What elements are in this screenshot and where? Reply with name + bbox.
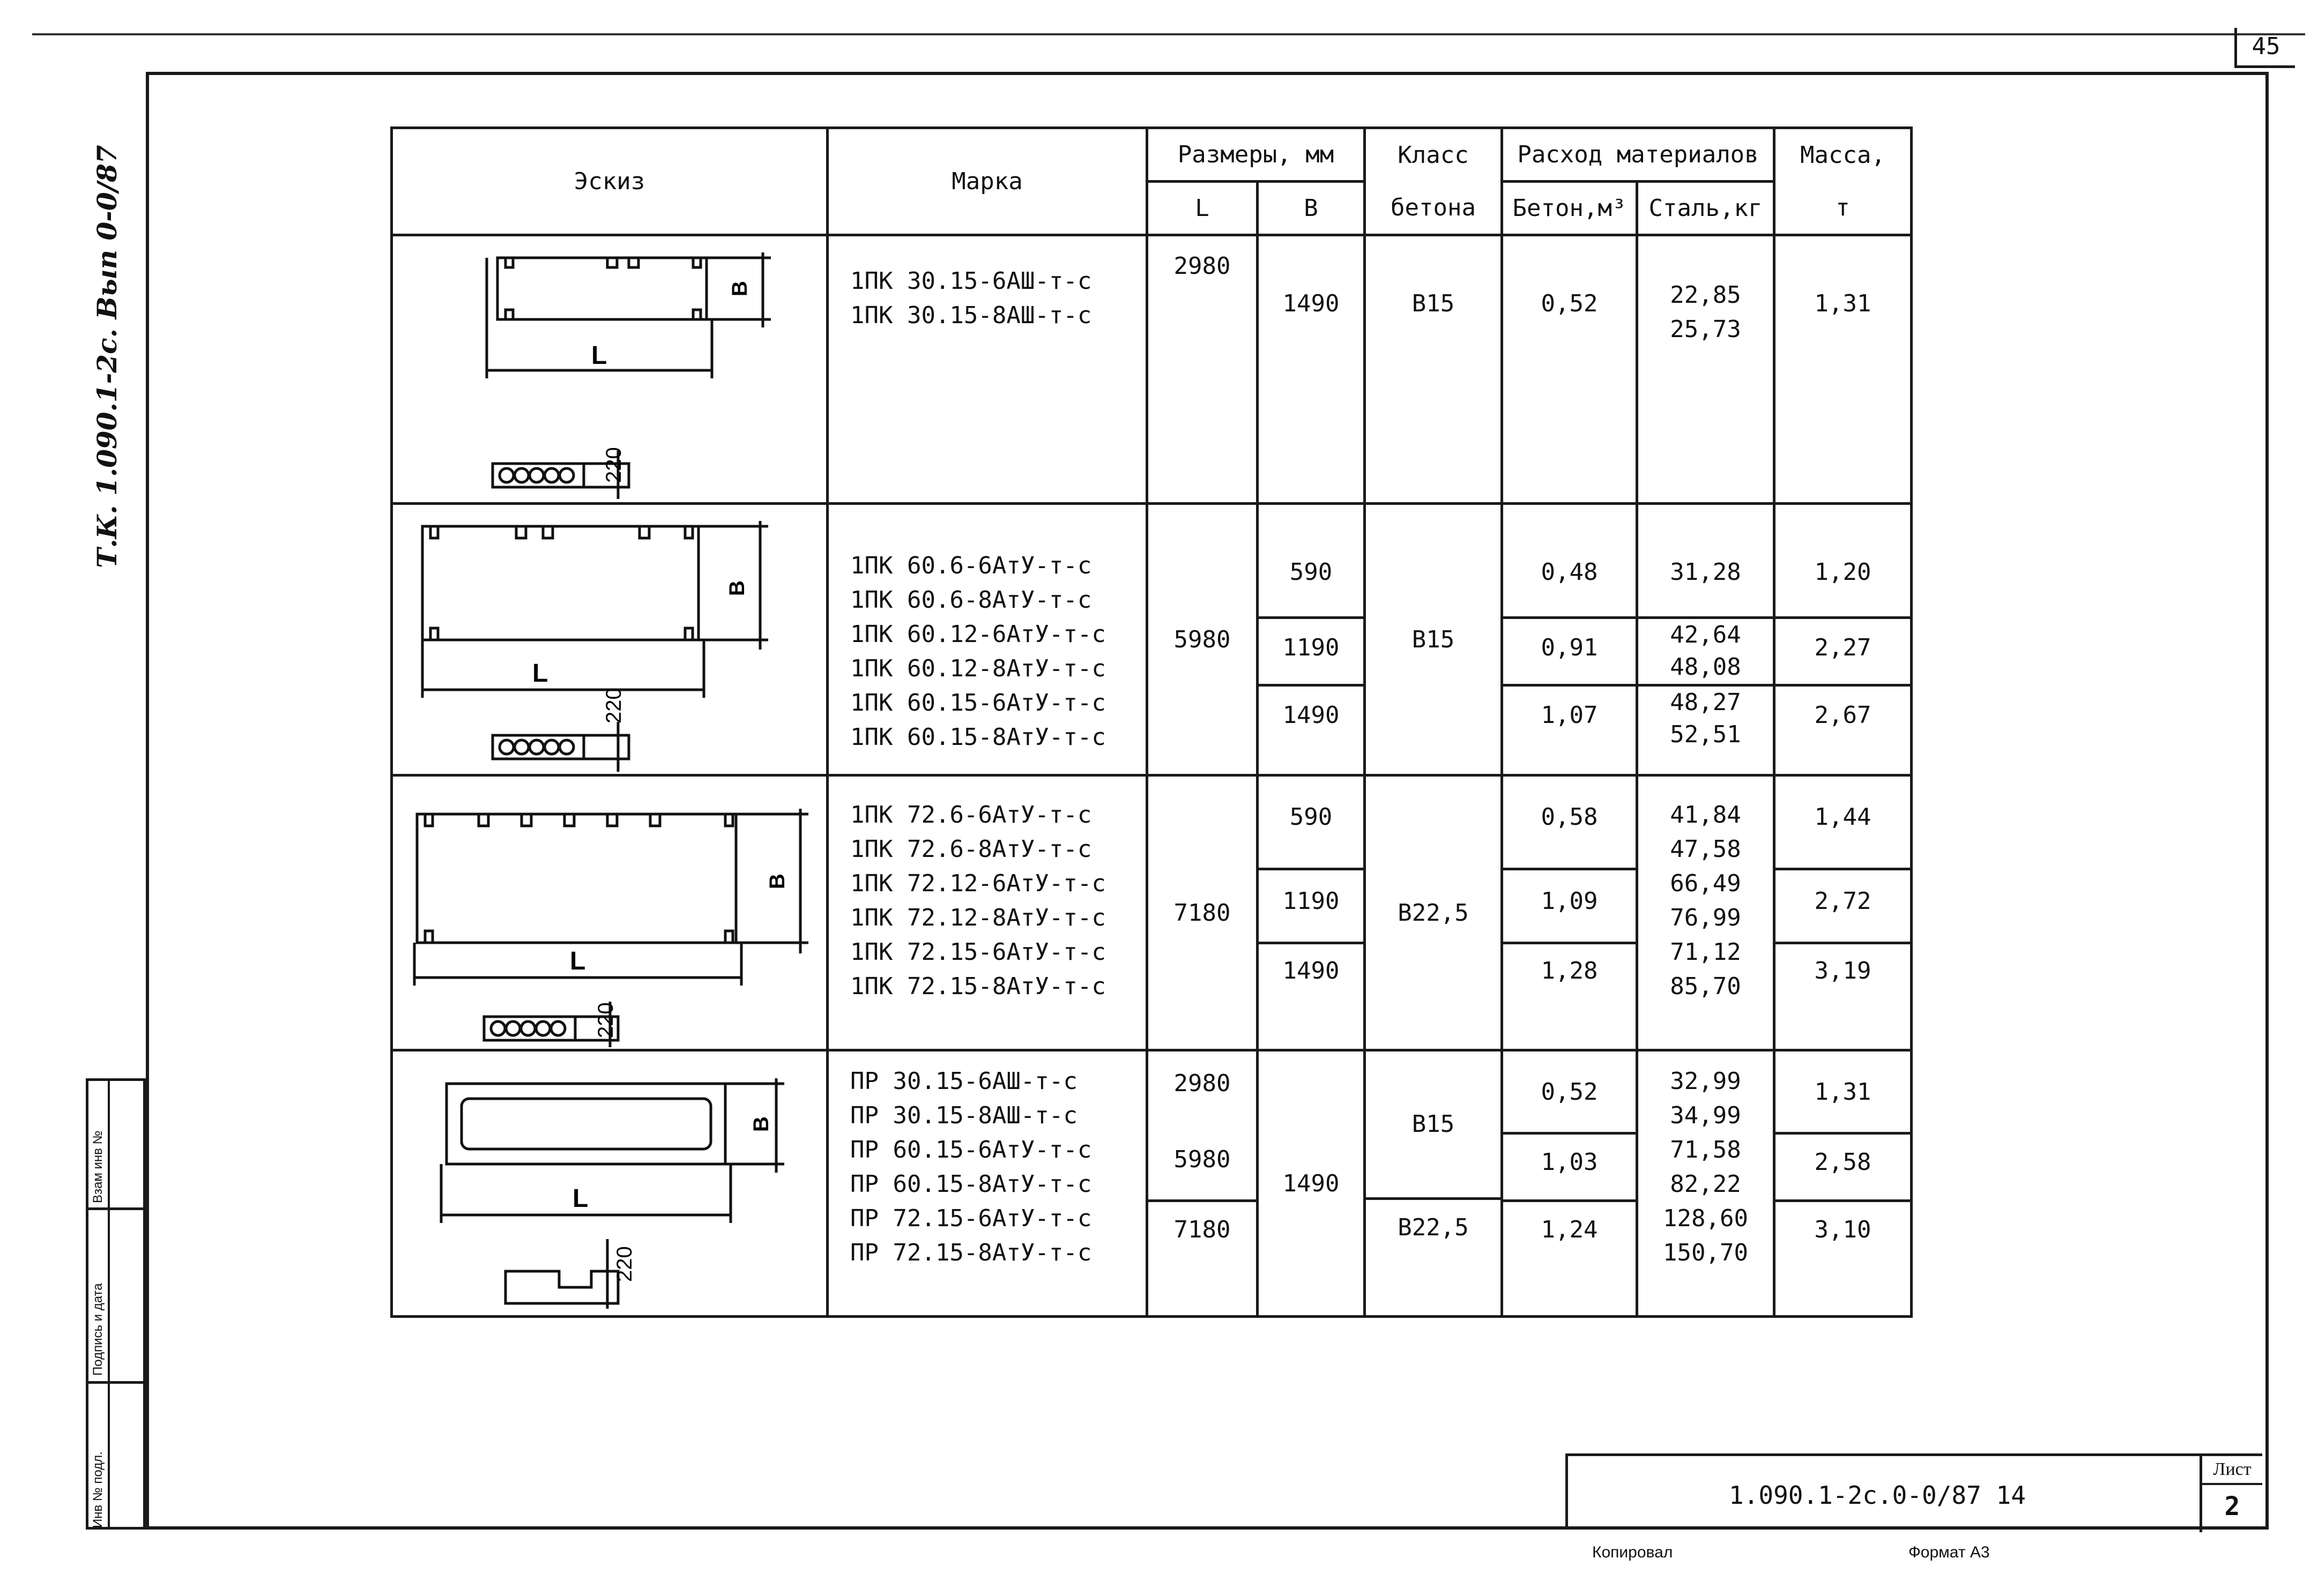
svg-text:B: B [766, 874, 789, 889]
sketch-slab-3m [392, 235, 828, 504]
sketch-label-B: B [728, 281, 752, 296]
marks-group-4: ПР 30.15-6АШ-т-с ПР 30.15-8АШ-т-с ПР 60.15-6АтУ-т-с ПР 60.15-8АтУ-т-с ПР 72.15-6АтУ-т-с ПР 72.15-8АтУ-т-с [828, 1050, 1147, 1317]
header-betona: бетона [1365, 182, 1502, 235]
svg-text:L: L [570, 947, 586, 975]
klass-group-2: B15 [1365, 504, 1502, 775]
table-row [392, 235, 1912, 504]
sketch-slab-6m [392, 504, 828, 775]
L-group-1: 2980 [1147, 235, 1258, 504]
footer-format: Формат А3 [1908, 1543, 1990, 1561]
stal-group-2: 31,28 42,64 48,08 48,27 52,51 [1637, 504, 1774, 775]
stamp-label-sign: Подпись и дата [91, 1283, 105, 1376]
list-number: 2 [2224, 1491, 2240, 1522]
stal-group-3: 41,84 47,58 66,49 76,99 71,12 85,70 [1637, 775, 1774, 1050]
stal-group-1: 22,85 25,73 [1637, 235, 1774, 504]
beton-group-3: 0,58 1,09 1,28 [1502, 775, 1637, 1050]
header-klass: Класс [1365, 128, 1502, 182]
svg-text:B: B [725, 580, 749, 596]
stamp-label-inv: Инв № подл. [91, 1451, 105, 1528]
massa-group-2: 1,20 2,27 2,67 [1774, 504, 1912, 775]
header-razmery: Размеры, мм [1147, 128, 1365, 182]
approval-stamp [86, 1078, 146, 1530]
table-row [392, 775, 1912, 1050]
L-group-4: 2980 5980 7180 [1147, 1050, 1258, 1317]
beton-group-2: 0,48 0,91 1,07 [1502, 504, 1637, 775]
list-label: Лист [2202, 1456, 2262, 1485]
svg-text:B: B [749, 1116, 773, 1132]
B-group-4: 1490 [1258, 1050, 1365, 1317]
table-row [392, 1050, 1912, 1317]
header-massa-unit: т [1774, 182, 1912, 235]
klass-group-1: B15 [1365, 235, 1502, 504]
B-group-2: 590 1190 1490 [1258, 504, 1365, 775]
massa-group-3: 1,44 2,72 3,19 [1774, 775, 1912, 1050]
title-block [1565, 1453, 2262, 1530]
header-L: L [1147, 182, 1258, 235]
L-group-2: 5980 [1147, 504, 1258, 775]
sketch-slab-7m [392, 775, 828, 1050]
top-border-line [32, 33, 2305, 35]
list-box [2200, 1456, 2262, 1532]
header-rashod: Расход материалов [1502, 128, 1774, 182]
klass-group-4: B15 B22,5 [1365, 1050, 1502, 1317]
sketch-crossbar [392, 1050, 828, 1317]
klass-group-3: B22,5 [1365, 775, 1502, 1050]
marks-group-2: 1ПК 60.6-6АтУ-т-с 1ПК 60.6-8АтУ-т-с 1ПК 60.12-6АтУ-т-с 1ПК 60.12-8АтУ-т-с 1ПК 60.15-6АтУ-т-с 1ПК 60.15-8АтУ-т-с [828, 504, 1147, 775]
header-massa: Масса, [1774, 128, 1912, 182]
beton-group-1: 0,52 [1502, 235, 1637, 504]
marks-group-1: 1ПК 30.15-6АШ-т-с 1ПК 30.15-8АШ-т-с [828, 235, 1147, 504]
stamp-label-vzam: Взам инв № [91, 1130, 105, 1203]
sketch-label-L: L [591, 341, 607, 370]
massa-group-1: 1,31 [1774, 235, 1912, 504]
svg-text:L: L [573, 1184, 589, 1213]
sheet-number: 45 [2234, 28, 2295, 68]
svg-text:L: L [532, 659, 548, 688]
header-marka: Марка [828, 128, 1147, 235]
header-B: B [1258, 182, 1365, 235]
beton-group-4: 0,52 1,03 1,24 [1502, 1050, 1637, 1317]
header-eskiz: Эскиз [392, 128, 828, 235]
footer-kopiroval: Копировал [1592, 1543, 1673, 1561]
document-code: 1.090.1-2с.0-0/87 14 [1729, 1481, 2026, 1510]
stal-group-4: 32,99 34,99 71,58 82,22 128,60 150,70 [1637, 1050, 1774, 1317]
table-row [392, 504, 1912, 775]
svg-text:220: 220 [594, 1002, 618, 1038]
massa-group-4: 1,31 2,58 3,10 [1774, 1050, 1912, 1317]
L-group-3: 7180 [1147, 775, 1258, 1050]
B-group-1: 1490 [1258, 235, 1365, 504]
header-beton: Бетон,м³ [1502, 182, 1637, 235]
header-stal: Сталь,кг [1637, 182, 1774, 235]
svg-text:220: 220 [602, 688, 626, 724]
sketch-label-h: 220 [602, 447, 626, 483]
marks-group-3: 1ПК 72.6-6АтУ-т-с 1ПК 72.6-8АтУ-т-с 1ПК 72.12-6АтУ-т-с 1ПК 72.12-8АтУ-т-с 1ПК 72.15-6АтУ-т-с 1ПК 72.15-8АтУ-т-с [828, 775, 1147, 1050]
specification-table [390, 126, 1913, 1318]
side-series-text: Т.К. 1.090.1-2с. Вып 0-0/87 [91, 145, 123, 568]
svg-text:220: 220 [613, 1246, 636, 1282]
B-group-3: 590 1190 1490 [1258, 775, 1365, 1050]
